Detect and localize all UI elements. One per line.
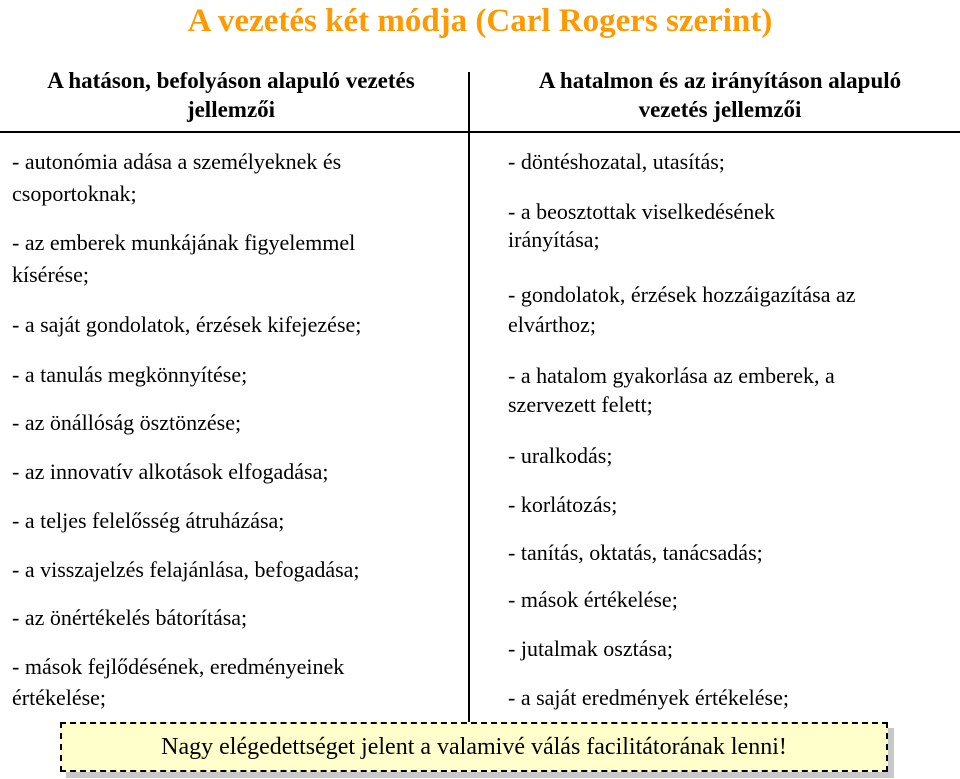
left-list-item: - a tanulás megkönnyítése; (12, 362, 248, 387)
right-list-item: irányítása; (508, 227, 600, 252)
right-list-item: szervezett felett; (508, 392, 653, 417)
right-list-item: - gondolatok, érzések hozzáigazítása az (508, 282, 856, 307)
left-list-item: - mások fejlődésének, eredményeinek (12, 654, 345, 679)
left-list-item: - az emberek munkájának figyelemmel (12, 230, 356, 255)
footer-callout (60, 722, 888, 772)
right-list-item: elvárthoz; (508, 312, 596, 337)
right-list-item: - mások értékelése; (508, 587, 678, 612)
right-list-item: - tanítás, oktatás, tanácsadás; (508, 540, 763, 565)
header-divider (0, 131, 960, 133)
left-list-item: - a teljes felelősség átruházása; (12, 508, 285, 533)
right-list-item: - korlátozás; (508, 492, 618, 517)
left-list-item: - az önértékelés bátorítása; (12, 605, 248, 630)
right-list-item: - döntéshozatal, utasítás; (508, 149, 725, 174)
left-list-item: - az önállóság ösztönzése; (12, 410, 242, 435)
right-list-item: - a saját eredmények értékelése; (508, 685, 789, 710)
left-column-heading (0, 66, 462, 124)
right-heading-line-1: A hatalmon és az irányításon alapuló (538, 68, 902, 93)
right-list-item: - a hatalom gyakorlása az emberek, a (508, 363, 835, 388)
left-list-item: értékelése; (12, 685, 107, 710)
page-title: A vezetés két módja (Carl Rogers szerint) (187, 3, 773, 39)
left-list-item: kísérése; (12, 262, 89, 287)
left-list-item: csoportoknak; (12, 181, 137, 206)
left-heading-line-2: jellemzői (186, 97, 276, 122)
column-divider (468, 72, 470, 724)
footer-text: Nagy elégedettséget jelent a valamivé válás facilitátorának lenni! (161, 734, 787, 760)
right-list-item: - a beosztottak viselkedésének (508, 199, 775, 224)
right-heading-line-2: vezetés jellemzői (638, 97, 802, 122)
right-list-item: - jutalmak osztása; (508, 636, 673, 661)
left-list-item: - az innovatív alkotások elfogadása; (12, 459, 329, 484)
left-heading-line-1: A hatáson, befolyáson alapuló vezetés (47, 68, 415, 93)
right-column-heading (480, 66, 960, 124)
right-list-item: - uralkodás; (508, 443, 613, 468)
left-list-item: - a saját gondolatok, érzések kifejezése; (12, 312, 362, 337)
left-list-item: - a visszajelzés felajánlása, befogadása; (12, 557, 360, 582)
left-list-item: - autonómia adása a személyeknek és (12, 149, 342, 174)
